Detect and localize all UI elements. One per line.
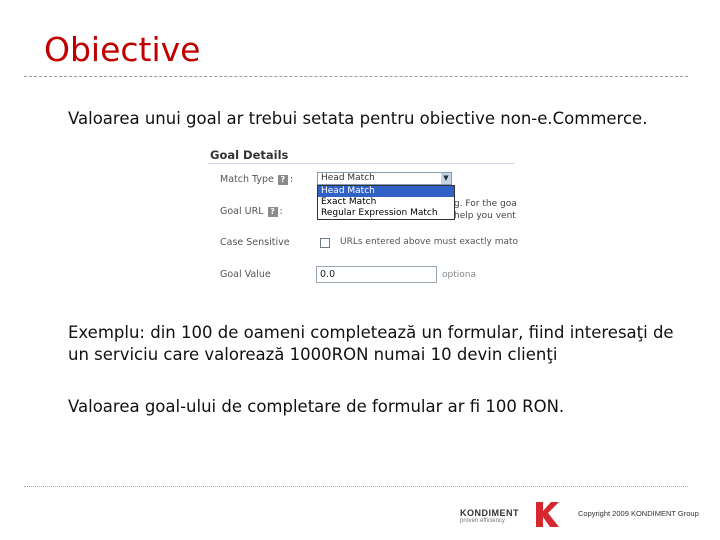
goal-details-panel xyxy=(208,146,519,286)
goal-details-title: Goal Details xyxy=(210,148,289,162)
match-type-label-row: Match Type ? : xyxy=(220,174,294,185)
kondiment-logo xyxy=(460,500,560,528)
copyright-text: Copyright 2009 KONDIMENT Group xyxy=(578,509,699,518)
optional-label: optiona xyxy=(442,270,476,280)
example-paragraph: Exemplu: din 100 de oameni completează un formular, fiind interesaţi de un serviciu care valorează 1000RON numai 10 devin clienţi xyxy=(68,323,674,364)
goal-value-input[interactable]: 0.0 xyxy=(316,266,437,283)
conclusion-paragraph: Valoarea goal-ului de completare de formular ar fi 100 RON. xyxy=(68,397,565,416)
goal-url-label-row: Goal URL ? : xyxy=(220,206,283,217)
chevron-down-icon[interactable]: ▼ xyxy=(441,173,451,184)
case-sensitive-checkbox[interactable] xyxy=(320,238,330,248)
match-type-option[interactable]: Regular Expression Match xyxy=(321,208,438,218)
title-divider xyxy=(24,76,688,77)
goal-details-divider xyxy=(208,163,514,164)
intro-paragraph: Valoarea unui goal ar trebui setata pentru obiective non-e.Commerce. xyxy=(68,109,648,128)
match-type-label: Match Type xyxy=(220,174,274,185)
match-type-dropdown[interactable] xyxy=(317,185,455,220)
match-type-selected-value: Head Match xyxy=(321,173,375,183)
help-icon[interactable]: ? xyxy=(278,175,288,185)
goal-url-hint: help you vent xyxy=(454,211,516,221)
help-icon[interactable]: ? xyxy=(268,207,278,217)
match-type-option[interactable]: Exact Match xyxy=(321,197,377,207)
slide-title: Obiective xyxy=(44,30,201,69)
goal-url-label: Goal URL xyxy=(220,206,264,217)
match-type-option[interactable]: Head Match xyxy=(318,186,454,197)
case-sensitive-text: URLs entered above must exactly mato xyxy=(340,237,519,247)
goal-url-hint: g. For the goa xyxy=(454,199,517,209)
case-sensitive-label: Case Sensitive xyxy=(220,237,290,248)
goal-value-label: Goal Value xyxy=(220,269,271,280)
logo-tagline: proven efficiency xyxy=(460,518,505,524)
logo-name: KONDIMENT xyxy=(460,508,519,518)
k-logo-icon xyxy=(534,500,560,528)
footer-divider xyxy=(24,486,688,487)
match-type-select[interactable] xyxy=(317,172,452,185)
